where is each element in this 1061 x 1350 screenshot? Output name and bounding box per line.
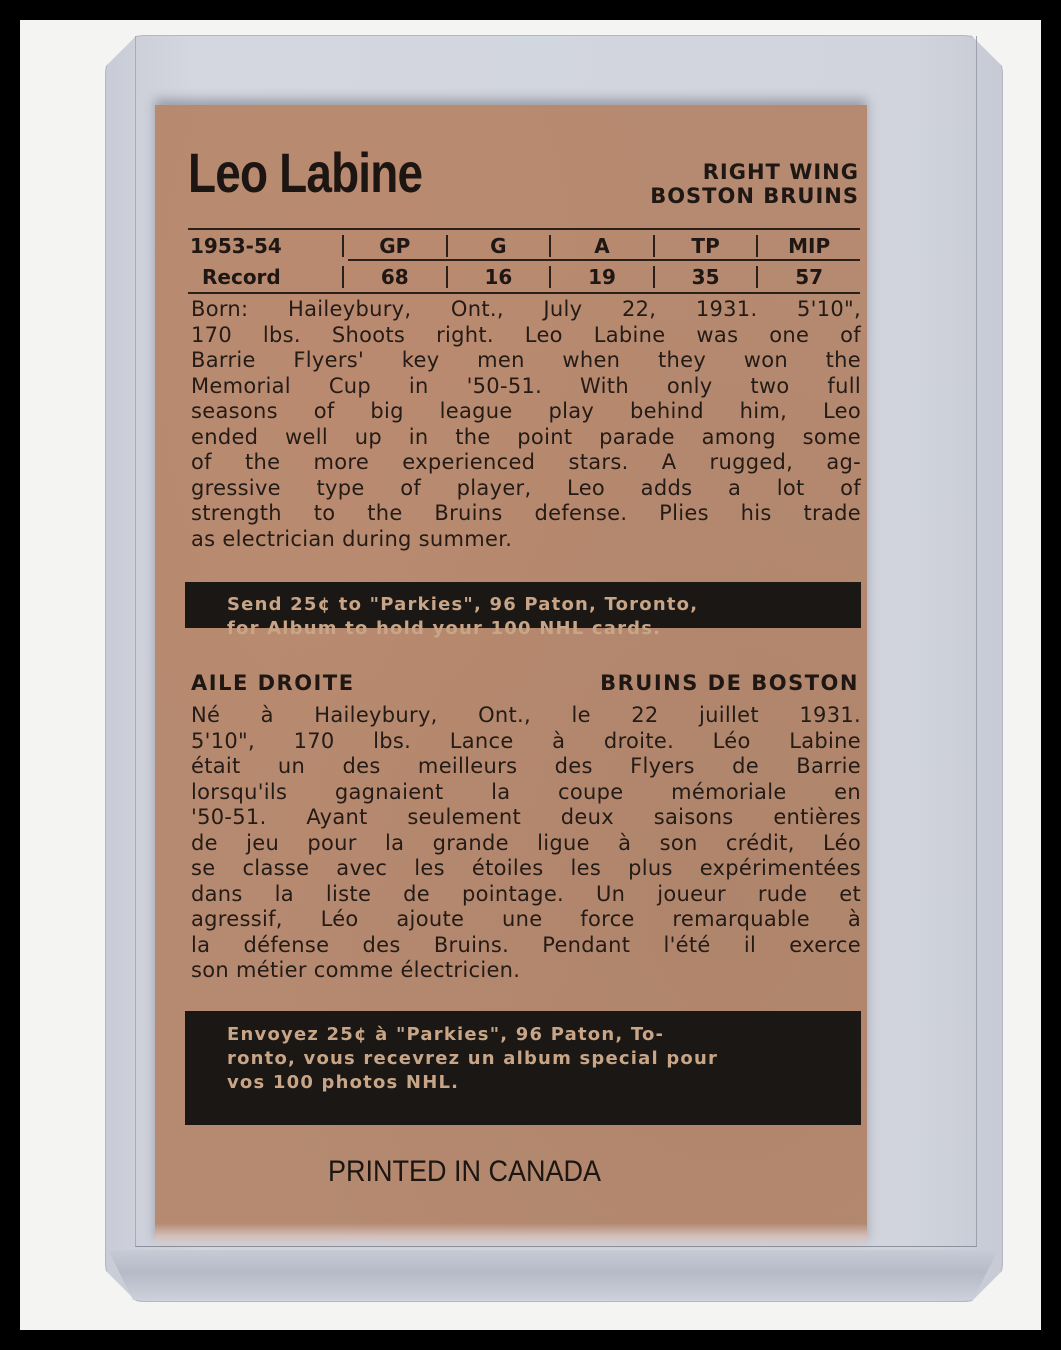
stats-header-a: A [549, 235, 653, 257]
bio-en-line: as electrician during summer. [191, 526, 513, 551]
album-offer-french [185, 1011, 861, 1125]
bio-fr-line: 5'10", 170 lbs. Lance à droite. Léo Labine [191, 728, 861, 753]
bio-fr-line: dans la liste de pointage. Un joueur rude et [191, 881, 861, 906]
player-position: RIGHT WING [702, 160, 859, 184]
sleeve-bottom-lip [108, 1250, 998, 1300]
album-offer-english [185, 582, 861, 639]
bio-fr-line: était un des meilleurs des Flyers de Barrie [191, 754, 861, 778]
bio-en-line: strength to the Bruins defense. Plies his trade [191, 501, 861, 525]
bio-en-line: ended well up in the point parade among some [191, 424, 861, 449]
card-edge-wear [155, 1223, 867, 1245]
bio-french [191, 703, 861, 984]
promo-fr-line: ronto, vous recevrez un album special pour [227, 1048, 719, 1069]
stats-header-row [188, 230, 860, 261]
stats-row-label: Record [202, 264, 281, 289]
bio-fr-line: lorsqu'ils gagnaient la coupe mémoriale en [191, 779, 861, 804]
bio-fr-line: '50-51. Ayant seulement deux saisons entières [191, 805, 861, 829]
bio-en-line: seasons of big league play behind him, Leo [191, 399, 861, 423]
stats-value-gp: 68 [342, 266, 446, 288]
stats-header-gp: GP [342, 235, 446, 257]
stats-table [188, 228, 860, 294]
trading-card-back [155, 105, 867, 1245]
stats-header-g: G [446, 235, 550, 257]
position-team-block [650, 160, 859, 208]
french-header [191, 671, 859, 695]
stats-value-row [188, 261, 860, 292]
stats-header-mip: MIP [756, 235, 860, 257]
stats-value-mip: 57 [756, 266, 860, 288]
bio-fr-line: de jeu pour la grande ligue à son crédit, Léo [191, 830, 861, 855]
position-french: AILE DROITE [191, 671, 355, 695]
stats-value-tp: 35 [653, 266, 757, 288]
bio-fr-line: se classe avec les étoiles les plus expérimentées [191, 856, 861, 880]
player-name: Leo Labine [188, 141, 423, 204]
bio-fr-line: la défense des Bruins. Pendant l'été il exerce [191, 932, 861, 957]
bio-en-line: of the more experienced stars. A rugged, ag- [191, 450, 861, 474]
promo-en-line: Send 25¢ to "Parkies", 96 Paton, Toronto, [227, 594, 699, 615]
bio-fr-line: son métier comme électricien. [191, 958, 521, 982]
team-french: BRUINS DE BOSTON [600, 671, 859, 695]
bio-en-line: Born: Haileybury, Ont., July 22, 1931. 5'10", [191, 297, 861, 321]
bio-en-line: Memorial Cup in '50-51. With only two full [191, 373, 861, 398]
promo-fr-line: vos 100 photos NHL. [227, 1072, 460, 1093]
stats-header-tp: TP [653, 235, 757, 257]
stats-season: 1953-54 [190, 233, 282, 258]
bio-en-line: 170 lbs. Shoots right. Leo Labine was one of [191, 322, 861, 347]
promo-fr-line: Envoyez 25¢ à "Parkies", 96 Paton, To- [227, 1024, 665, 1045]
bio-en-line: Barrie Flyers' key men when they won the [191, 348, 861, 372]
bio-fr-line: agressif, Léo ajoute une force remarquable à [191, 907, 861, 931]
promo-en-line: for Album to hold your 100 NHL cards. [227, 618, 662, 639]
stats-value-a: 19 [549, 266, 653, 288]
bio-english [191, 297, 861, 552]
bio-fr-line: Né à Haileybury, Ont., le 22 juillet 1931. [191, 703, 861, 727]
player-team: BOSTON BRUINS [650, 184, 859, 208]
stats-value-g: 16 [446, 266, 550, 288]
printed-in-canada: PRINTED IN CANADA [328, 1155, 602, 1188]
bio-en-line: gressive type of player, Leo adds a lot of [191, 475, 861, 500]
